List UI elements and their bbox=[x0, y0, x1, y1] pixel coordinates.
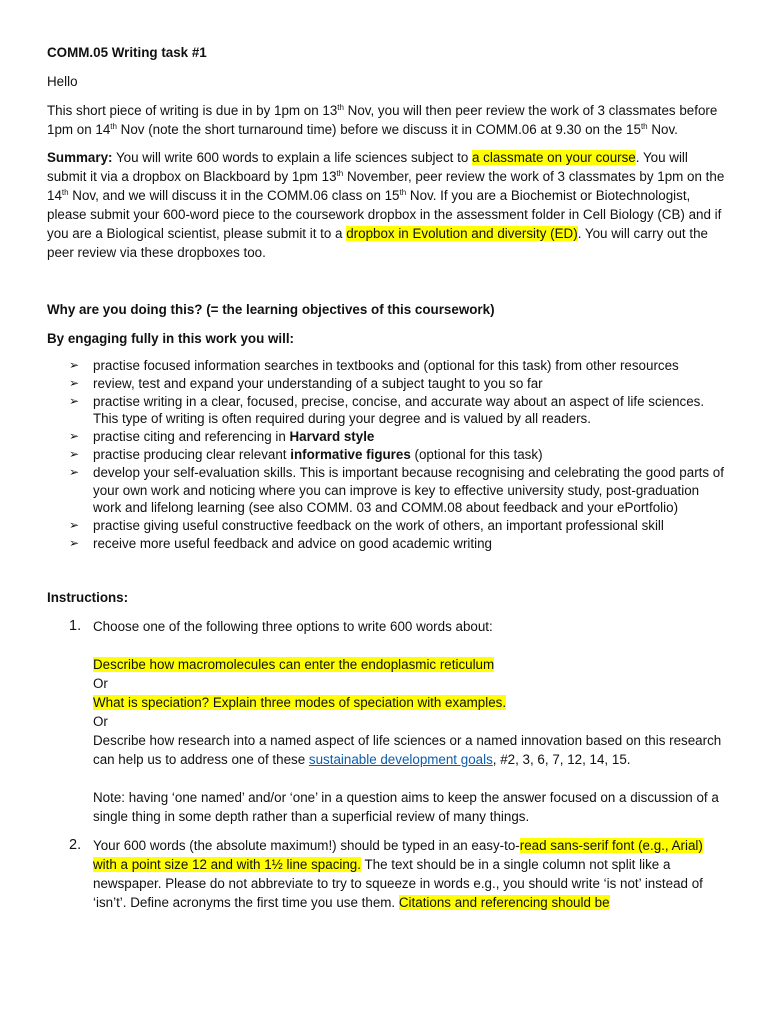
option-2-text: What is speciation? Explain three modes of speciation with examples. bbox=[93, 694, 507, 710]
summary-text: . You will submit it via a dropbox on Blackboard by 1pm 13 bbox=[47, 150, 688, 184]
instructions-heading: Instructions: bbox=[47, 589, 129, 605]
highlighted-text: a classmate on your course bbox=[472, 150, 636, 165]
due-date-paragraph bbox=[47, 101, 727, 139]
document-body bbox=[47, 43, 727, 912]
summary-text: Nov. If you are a Biochemist or Biotechnologist, please submit your 600-word piece to the coursework dropbox in the assessment folder in Cell Biology (CB) and if you are a Biological scientist, please submit it to a bbox=[47, 188, 722, 241]
arrowhead-bullet-icon: ➢ bbox=[69, 446, 80, 461]
objective-text: practise giving useful constructive feedback on the work of others, an important professional skill bbox=[93, 518, 664, 534]
summary-text: Nov, and we will discuss it in the COMM.06 class on 15 bbox=[68, 188, 400, 203]
highlighted-text: read sans-serif font (e.g., Arial) with a point size 12 and with 1½ line spacing. bbox=[93, 837, 703, 872]
ordinal-suffix: th bbox=[61, 188, 69, 197]
ordinal-suffix: th bbox=[399, 188, 407, 197]
document-title: COMM.05 Writing task #1 bbox=[47, 45, 207, 60]
list-item bbox=[47, 375, 727, 393]
due-text: This short piece of writing is due in by 1pm on 13 bbox=[47, 103, 338, 118]
or-separator: Or bbox=[93, 713, 108, 729]
greeting: Hello bbox=[47, 74, 78, 89]
item-intro: Choose one of the following three options to write 600 words about: bbox=[93, 618, 493, 634]
list-item bbox=[47, 393, 727, 429]
objective-text: practise writing in a clear, focused, precise, concise, and accurate way about an aspect of life sciences. This type of writing is often required during your degree and is valued by all readers. bbox=[93, 393, 705, 427]
objectives-list bbox=[47, 357, 727, 553]
option-3-text-part: Describe how research into a named aspect of life sciences or a named innovation based on this research can help us to address one of these bbox=[93, 732, 722, 767]
item-2-text-part: Your 600 words (the absolute maximum!) should be typed in an easy-to- bbox=[93, 837, 520, 853]
item-2-text bbox=[93, 836, 727, 912]
highlighted-text: dropbox in Evolution and diversity (ED) bbox=[346, 226, 578, 241]
ordinal-suffix: th bbox=[110, 122, 117, 131]
summary-label: Summary: bbox=[47, 150, 113, 165]
arrowhead-bullet-icon: ➢ bbox=[69, 518, 80, 533]
arrowhead-bullet-icon: ➢ bbox=[69, 358, 80, 372]
list-item bbox=[47, 446, 727, 464]
instruction-item-2 bbox=[47, 836, 727, 912]
ordinal-suffix: th bbox=[336, 169, 344, 178]
arrowhead-bullet-icon: ➢ bbox=[69, 535, 80, 550]
option-3-text-part: , #2, 3, 6, 7, 12, 14, 15. bbox=[492, 751, 631, 767]
due-text: Nov. bbox=[647, 122, 678, 137]
objective-bold-text: Harvard style bbox=[289, 429, 375, 445]
item-number: 2. bbox=[69, 836, 82, 853]
list-item bbox=[47, 428, 727, 446]
due-text: Nov, you will then peer review the work of 3 classmates before 1pm on 14 bbox=[47, 103, 718, 137]
objective-text: review, test and expand your understanding of a subject taught to you so far bbox=[93, 375, 543, 391]
list-item bbox=[47, 357, 727, 375]
list-item bbox=[47, 517, 727, 535]
objective-text: receive more useful feedback and advice on good academic writing bbox=[93, 535, 492, 551]
objective-text: develop your self-evaluation skills. This is important because recognising and celebrating the good parts of your own work and noticing where you can improve is key to effective university study, post-graduation work and lifelong learning (see also COMM. 03 and COMM.08 about feedback and your ePortfolio) bbox=[93, 464, 724, 516]
summary-paragraph bbox=[47, 148, 727, 262]
instruction-item-1 bbox=[47, 617, 727, 826]
objective-text: practise focused information searches in textbooks and (optional for this task) from other resources bbox=[93, 358, 679, 373]
highlighted-text: Citations and referencing should be bbox=[398, 894, 610, 910]
objective-text: (optional for this task) bbox=[410, 446, 543, 462]
option-3-text bbox=[93, 731, 727, 769]
note-text: Note: having ‘one named’ and/or ‘one’ in a question aims to keep the answer focused on a discussion of a single thing in some depth rather than a superficial review of many things. bbox=[93, 789, 719, 824]
due-text: Nov (note the short turnaround time) before we discuss it in COMM.06 at 9.30 on the 15 bbox=[116, 122, 641, 137]
arrowhead-bullet-icon: ➢ bbox=[69, 393, 80, 408]
list-item bbox=[47, 464, 727, 517]
item-2-text-part: The text should be in a single column not split like a newspaper. Please do not abbreviate to try to squeeze in words e.g., you should write ‘is not’ instead of ‘isn’t’. Define acronyms the first time you use them. bbox=[93, 856, 703, 910]
why-heading: Why are you doing this? (= the learning objectives of this coursework) bbox=[47, 302, 495, 317]
objective-bold-text: informative figures bbox=[290, 446, 411, 462]
ordinal-suffix: th bbox=[337, 103, 344, 112]
summary-text: . You will carry out the peer review via these dropboxes too. bbox=[47, 226, 708, 260]
sdg-link[interactable]: sustainable development goals bbox=[308, 751, 493, 767]
summary-text: You will write 600 words to explain a life sciences subject to bbox=[112, 150, 473, 165]
summary-text: November, peer review the work of 3 classmates by 1pm on the 14 bbox=[47, 169, 725, 203]
objective-text: practise citing and referencing in bbox=[93, 429, 290, 445]
ordinal-suffix: th bbox=[640, 122, 648, 131]
objective-text: practise producing clear relevant bbox=[93, 446, 291, 462]
arrowhead-bullet-icon: ➢ bbox=[69, 464, 80, 479]
item-number: 1. bbox=[69, 617, 82, 634]
engage-heading: By engaging fully in this work you will: bbox=[47, 331, 295, 346]
arrowhead-bullet-icon: ➢ bbox=[69, 429, 80, 444]
list-item bbox=[47, 535, 727, 553]
option-1-text: Describe how macromolecules can enter the endoplasmic reticulum bbox=[93, 656, 495, 672]
arrowhead-bullet-icon: ➢ bbox=[69, 375, 80, 390]
or-separator: Or bbox=[93, 675, 108, 691]
